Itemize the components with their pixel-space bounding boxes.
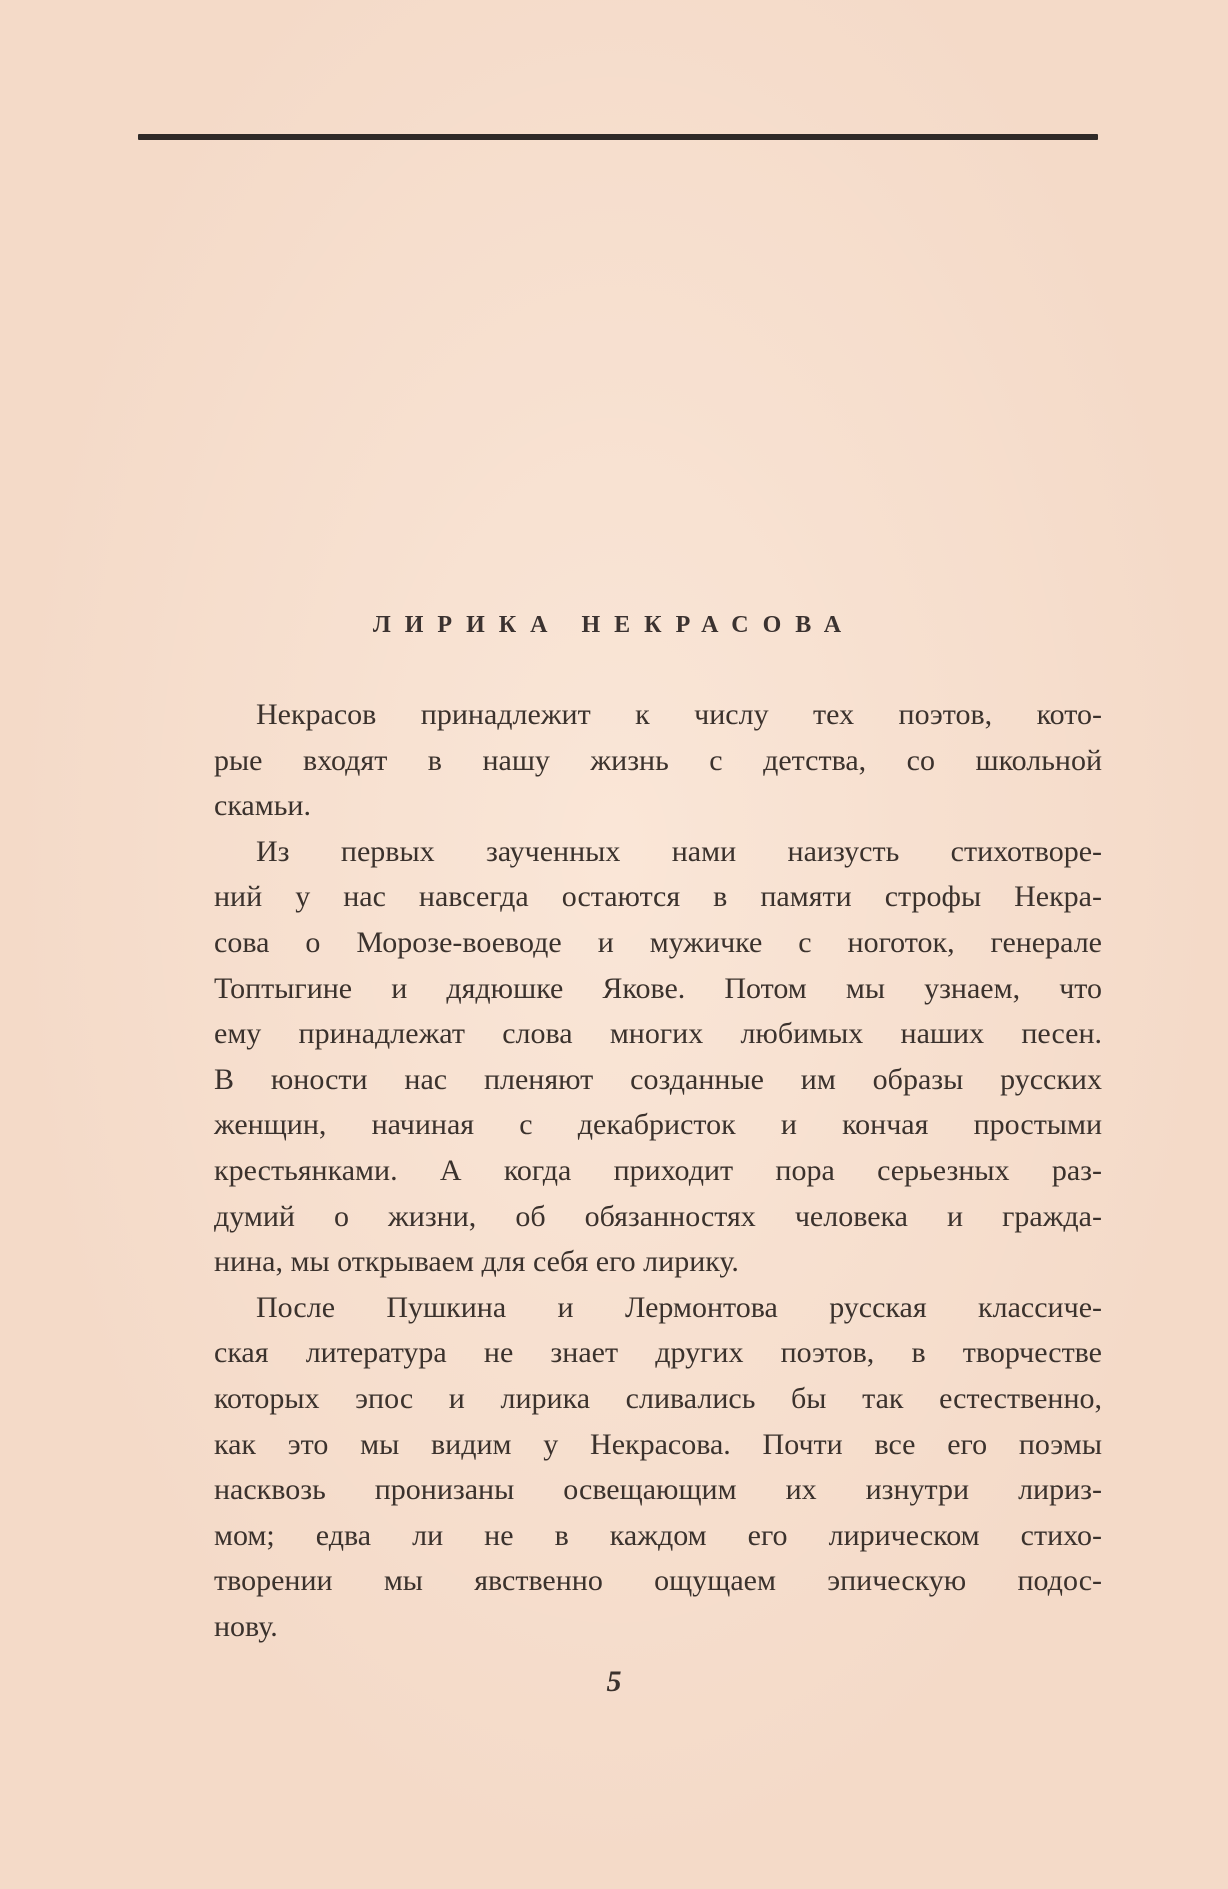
text-line: сова о Морозе-воеводе и мужичке с ноготок, генерале (214, 925, 1102, 959)
paragraph-2 (172, 829, 1102, 1285)
text-line: женщин, начиная с декабристок и кончая простыми (214, 1108, 1102, 1142)
text-line: мом; едва ли не в каждом его лирическом стихо- (214, 1518, 1102, 1552)
text-line: скамьи. (214, 789, 311, 823)
text-line: крестьянками. А когда приходит пора серьезных раз- (214, 1153, 1102, 1187)
top-rule (138, 134, 1098, 140)
text-line: нина, мы открываем для себя его лирику. (214, 1245, 739, 1279)
text-line: Некрасов принадлежит к числу тех поэтов, кото- (256, 698, 1102, 731)
text-line: как это мы видим у Некрасова. Почти все его поэмы (214, 1427, 1102, 1461)
text-line: ний у нас навсегда остаются в памяти строфы Некра- (214, 880, 1102, 914)
text-line: В юности нас пленяют созданные им образы русских (214, 1062, 1102, 1096)
text-line: После Пушкина и Лермонтова русская классиче- (256, 1290, 1102, 1324)
text-line: думий о жизни, об обязанностях человека и гражда- (214, 1199, 1102, 1233)
text-line: рые входят в нашу жизнь с детства, со школьной (214, 743, 1102, 777)
text-line: ему принадлежат слова многих любимых наших песен. (214, 1017, 1102, 1051)
paragraph-1 (172, 692, 1102, 829)
text-line: которых эпос и лирика сливались бы так естественно, (214, 1381, 1102, 1415)
text-line: Топтыгине и дядюшке Якове. Потом мы узнаем, что (214, 971, 1102, 1005)
chapter-heading: ЛИРИКА НЕКРАСОВА (372, 612, 856, 638)
body-text (172, 692, 1102, 1649)
text-line: творении мы явственно ощущаем эпическую подос- (214, 1564, 1102, 1598)
text-line: насквозь пронизаны освещающим их изнутри лириз- (214, 1473, 1102, 1507)
page-number: 5 (606, 1665, 622, 1698)
text-line: Из первых заученных нами наизусть стихотворе- (256, 834, 1102, 868)
text-line: нову. (214, 1609, 278, 1643)
text-line: ская литература не знает других поэтов, в творчестве (214, 1336, 1102, 1370)
paragraph-3 (172, 1285, 1102, 1650)
